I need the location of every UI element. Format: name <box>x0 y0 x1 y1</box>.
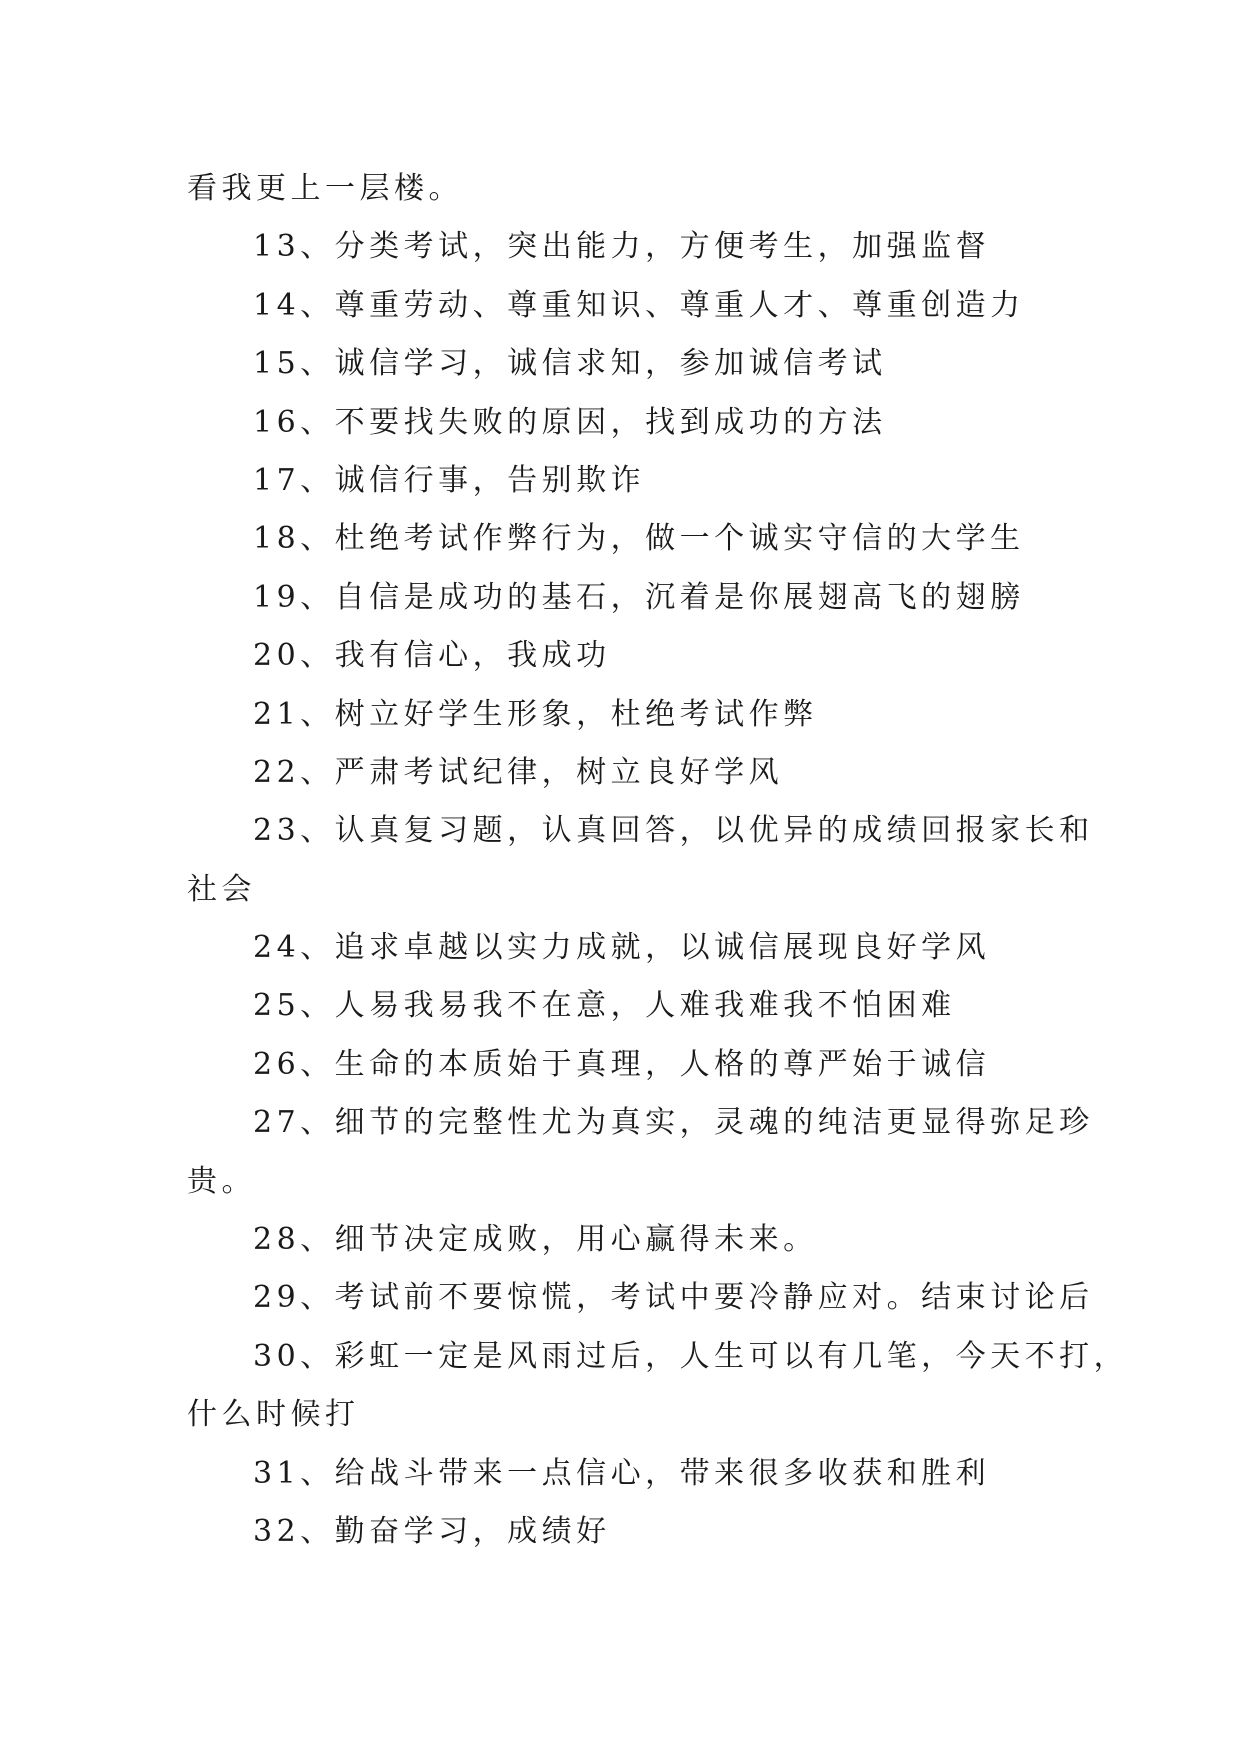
text-line: 什么时候打 <box>187 1397 360 1433</box>
text-line: 17、诚信行事，告别欺诈 <box>253 462 646 498</box>
text-line: 22、严肃考试纪律，树立良好学风 <box>253 754 784 790</box>
text-line: 13、分类考试，突出能力，方便考生，加强监督 <box>253 229 991 265</box>
text-line: 27、细节的完整性尤为真实，灵魂的纯洁更显得弥足珍 <box>253 1105 1094 1141</box>
text-line: 16、不要找失败的原因，找到成功的方法 <box>253 404 887 440</box>
text-line: 21、树立好学生形象，杜绝考试作弊 <box>253 696 818 732</box>
text-line: 15、诚信学习，诚信求知，参加诚信考试 <box>253 346 887 382</box>
text-line: 社会 <box>187 871 256 907</box>
text-line: 贵。 <box>187 1163 256 1199</box>
text-line: 14、尊重劳动、尊重知识、尊重人才、尊重创造力 <box>253 287 1025 323</box>
text-line: 29、考试前不要惊慌，考试中要冷静应对。结束讨论后 <box>253 1280 1094 1316</box>
text-line: 20、我有信心，我成功 <box>253 638 611 674</box>
text-line: 26、生命的本质始于真理，人格的尊严始于诚信 <box>253 1046 991 1082</box>
text-line: 30、彩虹一定是风雨过后，人生可以有几笔，今天不打， <box>253 1338 1129 1374</box>
text-line: 32、勤奋学习，成绩好 <box>253 1513 611 1549</box>
document-body <box>187 160 1129 1561</box>
text-line: 看我更上一层楼。 <box>187 171 463 206</box>
text-line: 25、人易我易我不在意，人难我难我不怕困难 <box>253 988 956 1024</box>
text-line: 18、杜绝考试作弊行为，做一个诚实守信的大学生 <box>253 521 1025 557</box>
text-line: 23、认真复习题，认真回答，以优异的成绩回报家长和 <box>253 813 1094 849</box>
text-line: 31、给战斗带来一点信心，带来很多收获和胜利 <box>253 1455 991 1491</box>
text-line: 28、细节决定成败，用心赢得未来。 <box>253 1222 818 1258</box>
text-line: 19、自信是成功的基石，沉着是你展翅高飞的翅膀 <box>253 579 1025 615</box>
text-line: 24、追求卓越以实力成就，以诚信展现良好学风 <box>253 930 991 966</box>
